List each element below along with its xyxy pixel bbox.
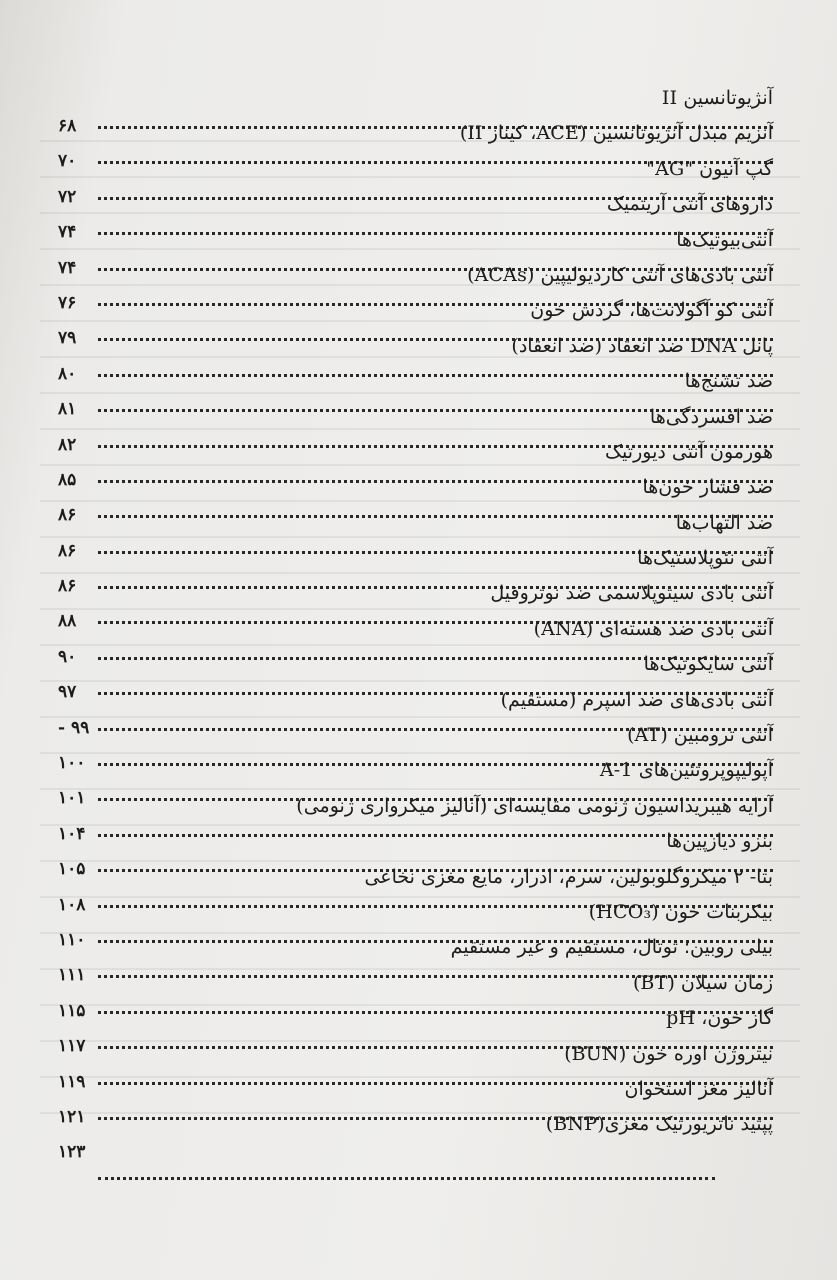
toc-entry-page-number: ۹۹ - <box>58 717 90 738</box>
toc-entry-page-number: ۸۸ <box>58 611 77 632</box>
toc-entry-title: آنتی نئوپلاستیک‌ها <box>637 547 773 570</box>
toc-entry-page-number: ۷۴ <box>58 222 77 243</box>
toc-entry-title: آنتی بادی‌های ضد اسپرم (مستقیم) <box>500 688 773 711</box>
toc-entry-title: آنژیوتانسین II <box>661 87 773 109</box>
toc-entry-page-number: ۱۱۰ <box>58 929 86 950</box>
toc-entry <box>58 1108 773 1163</box>
toc-entry-page-number: ۱۰۵ <box>58 859 86 880</box>
toc-entry-page-number: ۸۶ <box>58 505 77 526</box>
toc-entry-title: آنزیم مبدل آنژیوتانسین (ACE، کیناز II) <box>459 122 773 145</box>
toc-entry-page-number: ۸۶ <box>58 540 77 561</box>
toc-entry-page-number: ۶۸ <box>58 116 77 136</box>
toc-entry-title: آنالیز مغز استخوان <box>624 1077 773 1100</box>
toc-entry-title: آنتی سایکوتیک‌ها <box>643 653 773 676</box>
toc-entry-title: آنتی بادی ضد هسته‌ای (ANA) <box>533 617 773 640</box>
toc-entry-title: گپ آنیون "AG" <box>646 157 773 180</box>
toc-entry-page-number: ۱۰۰ <box>58 753 86 774</box>
toc-entry-page-number: ۸۰ <box>58 363 77 384</box>
toc-entry-page-number: ۸۵ <box>58 469 77 490</box>
toc-entry-title: ضد تشنج‌ها <box>684 370 773 393</box>
toc-entry-page-number: ۸۶ <box>58 576 77 597</box>
toc-entry-title: آنتی‌بیوتیک‌ها <box>676 228 773 251</box>
toc-entry-title: گاز خون، pH <box>666 1007 773 1030</box>
toc-entry-page-number: ۸۱ <box>58 399 77 420</box>
toc-entry-page-number: ۷۶ <box>58 292 77 313</box>
final-dot-leader <box>98 1177 715 1180</box>
toc-entry-page-number: ۱۱۷ <box>58 1036 86 1057</box>
toc-entry-page-number: ۷۹ <box>58 328 77 349</box>
toc-entry-title: آنتی ترومبین (AT) <box>627 724 773 747</box>
toc-entry-page-number: ۹۰ <box>58 646 77 667</box>
toc-entry-title: آپولیپوپروتئین‌های A-1 <box>599 759 773 782</box>
toc-entry-page-number: ۱۰۱ <box>58 788 86 809</box>
toc-entry-page-number: ۱۰۸ <box>58 894 86 915</box>
toc-entry-page-number: ۱۲۱ <box>58 1106 86 1127</box>
toc-entry-page-number: ۹۷ <box>58 682 77 703</box>
toc-entry-page-number: ۱۱۵ <box>58 1000 86 1021</box>
toc-entry-title: آنتی بادی سیتوپلاسمی ضد نوتروفیل <box>490 582 773 605</box>
toc-entry-title: بنزو دیازپین‌ها <box>666 830 773 853</box>
toc-entry-title: پانل DNA ضد انعقاد (ضد انعقاد) <box>511 334 773 357</box>
toc-entry-page-number: ۱۱۱ <box>58 965 86 986</box>
toc-entry-page-number: ۸۲ <box>58 434 77 455</box>
toc-entry-page-number: ۷۰ <box>58 151 77 172</box>
toc-entry-title: پپتید ناتریورتیک مغزی(BNP) <box>545 1113 773 1136</box>
toc-entry-title: بیلی روبین؛ توتال، مستقیم و غیر مستقیم <box>450 936 773 959</box>
toc-entry-page-number: ۷۴ <box>58 257 77 278</box>
toc-entry-title: ضد افسردگی‌ها <box>649 405 773 428</box>
table-of-contents <box>58 82 773 1163</box>
toc-entry-page-number: ۱۰۴ <box>58 823 86 844</box>
toc-entry-title: بتا- ۲ میکروگلوبولین، سرم، ادرار، مایع مغزی نخاعی <box>364 865 773 888</box>
toc-entry-title: زمان سیلان (BT) <box>633 971 773 994</box>
toc-entry-title: نیتروژن اوره خون (BUN) <box>564 1042 773 1065</box>
toc-entry-page-number: ۱۲۳ <box>58 1142 86 1163</box>
toc-entry-title: بیکربنات خون (HCO₃) <box>588 900 773 923</box>
toc-entry-page-number: ۱۱۹ <box>58 1071 86 1092</box>
toc-entry-title: آنتی بادی‌های آنتی کاردیولیپین (ACAs) <box>467 263 773 286</box>
toc-entry-title: هورمون آنتی دیورتیک <box>605 440 773 463</box>
toc-entry-title: ضد التهاب‌ها <box>675 511 773 534</box>
toc-entry-title: داروهای آنتی آریتمیک <box>606 193 773 216</box>
toc-entry-page-number: ۷۲ <box>58 186 77 207</box>
toc-entry-title: آنتی کو آگولانت‌ها، گردش خون <box>530 299 773 322</box>
toc-entry-title: ضد فشار خون‌ها <box>642 476 773 499</box>
toc-entry-title: آرایه هیبریداسیون ژنومی مقایسه‌ای (آنالیز میکرواری ژنومی) <box>296 794 773 817</box>
